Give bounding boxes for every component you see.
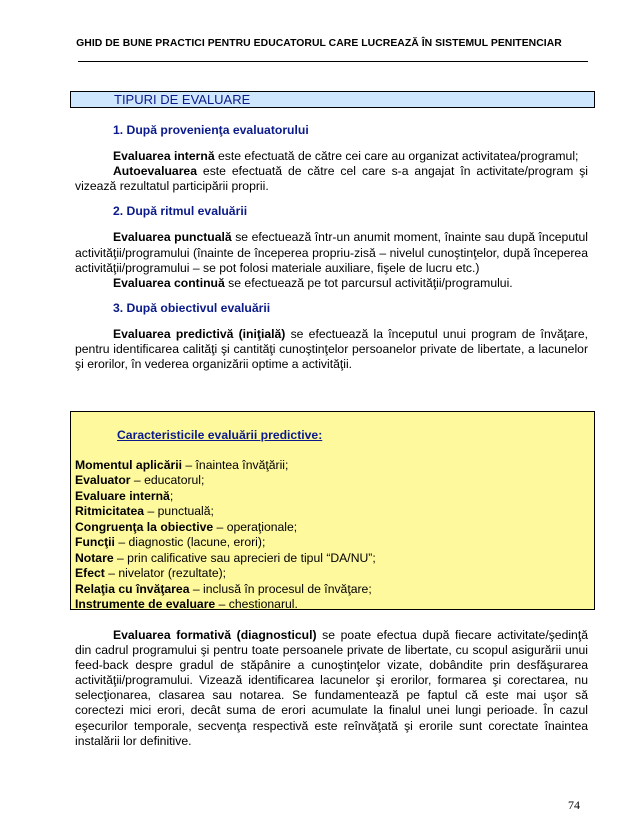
main-text — [75, 115, 588, 372]
list-item — [75, 473, 594, 489]
term-self-evaluation: Autoevaluarea — [113, 164, 197, 179]
box-title: Caracteristicile evaluării predictive: — [117, 428, 323, 442]
list-item — [75, 535, 594, 551]
section-title: TIPURI DE EVALUARE — [114, 92, 251, 107]
paragraph-predictive-evaluation — [75, 327, 588, 372]
list-item — [75, 597, 594, 613]
text-punctual-evaluation: se efectuează într-un anumit moment, înainte sau după începutul activităţii/programului (înainte de începerea propriu-zisă – nivelul cunoştinţelor, după începerea activităţii/programului – se pot folosi materiale auxiliare, fişele de lucru etc.) — [75, 230, 588, 275]
item-desc: ; — [169, 488, 174, 503]
item-term: Momentul aplicării — [75, 457, 182, 472]
page-number: 74 — [568, 798, 580, 812]
text-continuous-evaluation: se efectuează pe tot parcursul activităţii/programului. — [224, 275, 513, 290]
header-rule — [78, 61, 588, 62]
item-desc: – chestionarul. — [215, 597, 298, 611]
text-internal-evaluation: este efectuată de către cei care au organizat activitatea/programul; — [214, 149, 579, 164]
paragraph-self-evaluation — [75, 164, 588, 194]
term-continuous-evaluation: Evaluarea continuă — [113, 275, 225, 290]
running-header: GHID DE BUNE PRACTICI PENTRU EDUCATORUL CARE LUCREAZĂ ÎN SISTEMUL PENITENCIAR — [76, 38, 562, 49]
text-self-evaluation: este efectuată de către cel care s-a angajat în activitate/program şi vizează rezultatul participării proprii. — [75, 164, 588, 194]
section-title-bar — [70, 91, 595, 108]
term-formative-evaluation: Evaluarea formativă (diagnosticul) — [113, 628, 317, 642]
term-punctual-evaluation: Evaluarea punctuală — [113, 230, 232, 245]
item-desc: – prin calificative sau aprecieri de tipul “DA/NU”; — [113, 550, 376, 565]
paragraph-punctual-evaluation — [75, 230, 588, 275]
item-term: Evaluare internă — [75, 488, 170, 503]
item-desc: – operaţionale; — [213, 519, 298, 534]
item-term: Relaţia cu învăţarea — [75, 581, 190, 596]
heading-objective: 3. După obiectivul evaluării — [113, 300, 271, 315]
list-item — [75, 551, 594, 567]
term-internal-evaluation: Evaluarea internă — [113, 149, 215, 164]
item-term: Efect — [75, 566, 105, 580]
paragraph-formative-evaluation — [75, 628, 588, 749]
predictive-characteristics-box — [70, 411, 595, 610]
item-desc: – inclusă în procesul de învăţare; — [189, 581, 372, 596]
item-desc: – educatorul; — [130, 473, 205, 487]
item-term: Notare — [75, 550, 114, 565]
text-formative-evaluation: se poate efectua după fiecare activitate/şedinţă din cadrul programului şi pentru toate persoanele private de libertate, cu scopul asigurării unui feed-back despre gradul de stăpânire a cunoştinţelor vizate, dobândite prin desfăşurarea activităţii/programului. Vizează identificarea lacunelor şi erorilor, formarea şi corectarea, nu selecţionarea, clasarea sau notarea. Se fundamentează pe faptul că este mai uşor să corectezi mici erori, decât suma de erori acumulate la finalul unei lungi perioade. În cazul eşecurilor temporale, secvenţa respectivă este reînvăţată şi erorile sunt corectate înaintea instalării lor definitive. — [75, 628, 589, 748]
list-item — [75, 582, 594, 598]
item-term: Congruenţa la obiective — [75, 519, 214, 534]
list-item — [75, 489, 594, 505]
item-desc: – punctuală; — [144, 504, 214, 518]
heading-rhythm: 2. După ritmul evaluării — [113, 204, 248, 219]
list-item — [75, 520, 594, 536]
list-item — [75, 566, 594, 582]
heading-provenance: 1. După provenienţa evaluatorului — [113, 123, 309, 137]
formative-text — [75, 628, 588, 749]
paragraph-internal-evaluation — [75, 149, 588, 164]
item-desc: – nivelator (rezultate); — [104, 566, 227, 580]
item-term: Funcţii — [75, 535, 115, 549]
item-desc: – diagnostic (lacune, erori); — [114, 535, 266, 549]
item-desc: – înaintea învăţării; — [182, 457, 289, 472]
list-item — [75, 458, 594, 474]
text-predictive-evaluation: se efectuează la începutul unui program de învăţare, pentru identificarea calităţi şi cantităţi cunoştinţelor persoanelor private de libertate, a lacunelor şi erorilor, în vederea organizării optime a activităţii. — [75, 326, 588, 372]
list-item — [75, 504, 594, 520]
term-predictive-evaluation: Evaluarea predictivă (iniţială) — [113, 326, 286, 341]
paragraph-continuous-evaluation — [75, 276, 588, 291]
item-term: Ritmicitatea — [75, 504, 145, 518]
item-term: Instrumente de evaluare — [75, 597, 216, 611]
item-term: Evaluator — [75, 473, 131, 487]
